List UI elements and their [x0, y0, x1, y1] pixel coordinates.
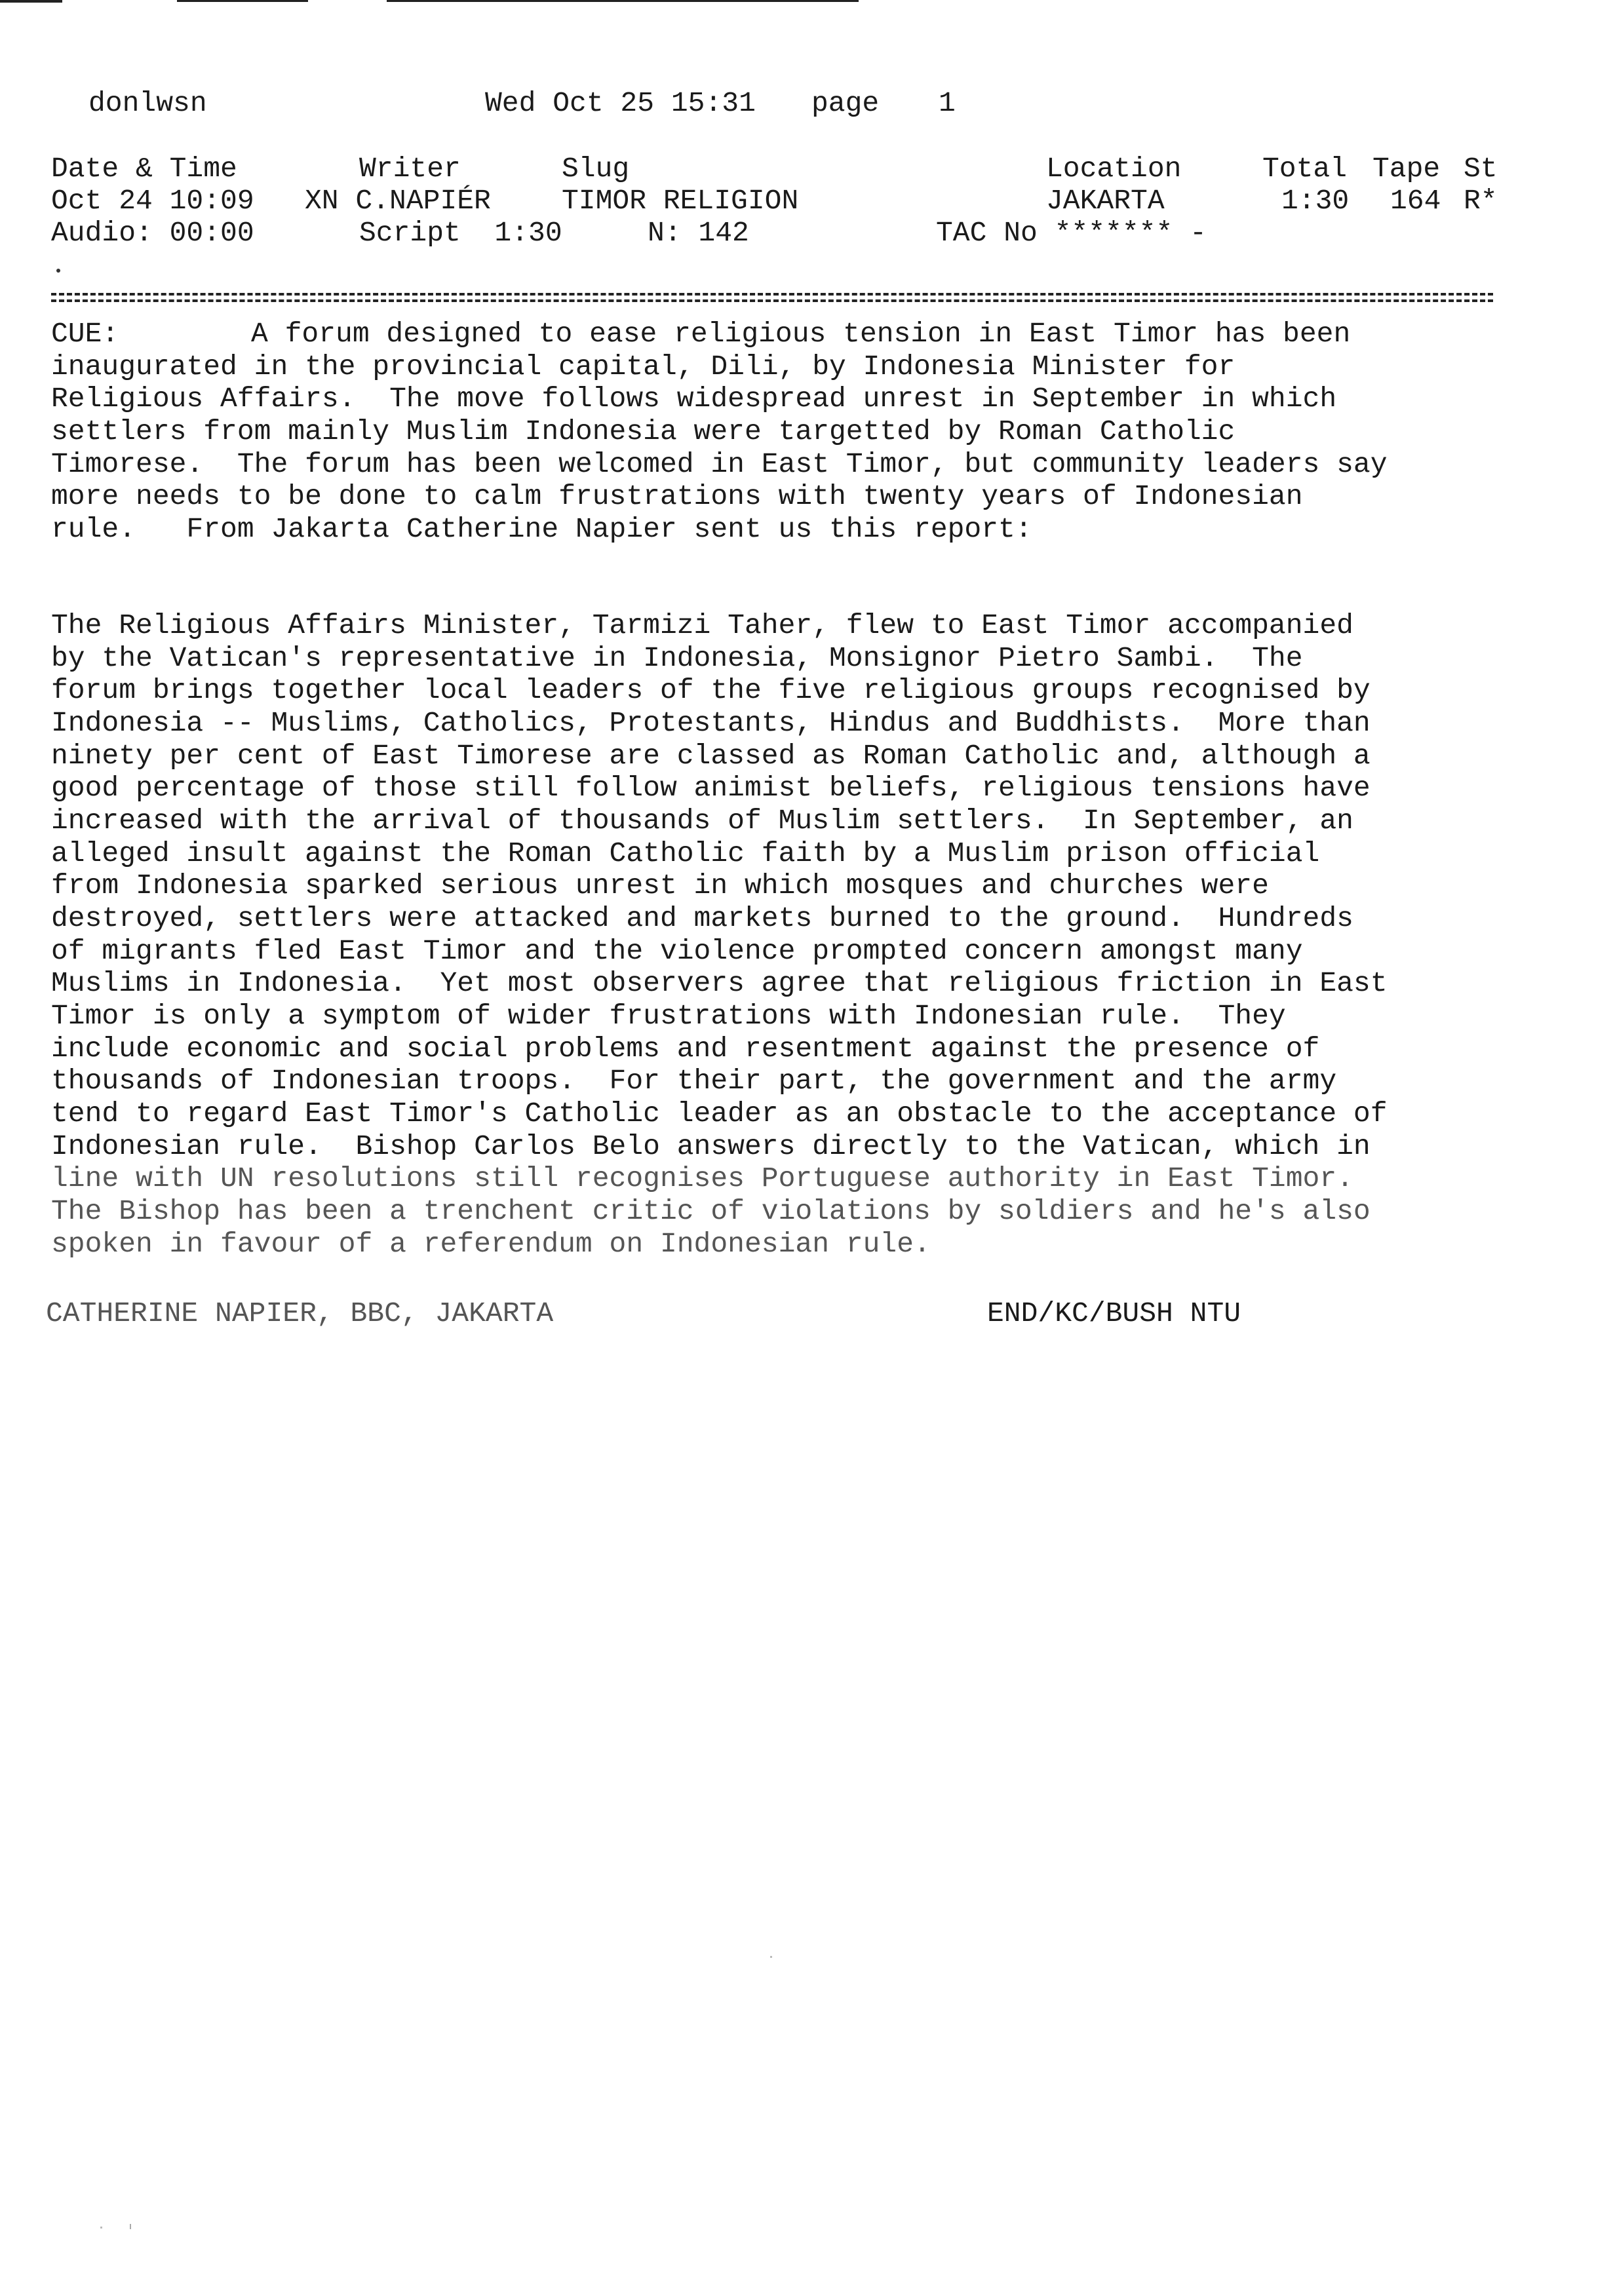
record-tape: 164: [1390, 185, 1441, 217]
col-location: Location: [1046, 153, 1182, 185]
body-line-11: of migrants fled East Timor and the violence prompted concern amongst many: [51, 935, 1303, 967]
body-line-13: Timor is only a symptom of wider frustrations with Indonesian rule. They: [51, 1000, 1286, 1032]
footer-byline: CATHERINE NAPIER, BBC, JAKARTA: [46, 1297, 554, 1330]
col-writer: Writer: [359, 153, 461, 185]
body-line-14: include economic and social problems and resentment against the presence of: [51, 1033, 1320, 1065]
body-line-7: increased with the arrival of thousands of Muslim settlers. In September, an: [51, 805, 1353, 837]
cue-line-2: inaugurated in the provincial capital, Dili, by Indonesia Minister for: [51, 351, 1236, 383]
body-line-12: Muslims in Indonesia. Yet most observers agree that religious friction in East: [51, 967, 1388, 999]
body-line-5: ninety per cent of East Timorese are classed as Roman Catholic and, although a: [51, 740, 1371, 772]
body-line-9: from Indonesia sparked serious unrest in which mosques and churches were: [51, 870, 1269, 902]
cue-line-5: Timorese. The forum has been welcomed in East Timor, but community leaders say: [51, 448, 1388, 480]
body-line-19: The Bishop has been a trenchent critic of violations by soldiers and he's also: [51, 1195, 1371, 1227]
scan-speck-2: [100, 2227, 102, 2229]
body-line-20: spoken in favour of a referendum on Indonesian rule.: [51, 1228, 931, 1260]
cue-line-3: Religious Affairs. The move follows widespread unrest in September in which: [51, 383, 1337, 415]
body-line-17: Indonesian rule. Bishop Carlos Belo answers directly to the Vatican, which in: [51, 1130, 1371, 1162]
record-writer: XN C.NAPIÉR: [305, 185, 491, 217]
body-line-15: thousands of Indonesian troops. For their part, the government and the army: [51, 1065, 1337, 1097]
col-total: Total: [1262, 153, 1348, 185]
record-tac: TAC No ******* -: [936, 217, 1207, 249]
col-date-time: Date & Time: [51, 153, 237, 185]
body-line-6: good percentage of those still follow animist beliefs, religious tensions have: [51, 772, 1371, 804]
body-line-1: The Religious Affairs Minister, Tarmizi Taher, flew to East Timor accompanied: [51, 609, 1353, 641]
record-audio: Audio: 00:00: [51, 217, 254, 249]
record-date-time: Oct 24 10:09: [51, 185, 254, 217]
scan-mark-left: [0, 0, 62, 3]
record-st: R*: [1464, 185, 1498, 217]
col-tape: Tape: [1372, 153, 1441, 185]
header-page-label: page: [811, 87, 880, 119]
footer-code: END/KC/BUSH NTU: [987, 1297, 1241, 1330]
col-st: St: [1464, 153, 1498, 185]
body-line-2: by the Vatican's representative in Indonesia, Monsignor Pietro Sambi. The: [51, 642, 1303, 674]
scan-speck-3: [130, 2224, 131, 2229]
record-slug: TIMOR RELIGION: [562, 185, 799, 217]
scan-mark-mid: [177, 0, 308, 2]
cue-line-7: rule. From Jakarta Catherine Napier sent us this report:: [51, 513, 1032, 545]
header-user: donlwsn: [88, 87, 207, 119]
record-n: N: 142: [648, 217, 749, 249]
cue-line-4: settlers from mainly Muslim Indonesia were targetted by Roman Catholic: [51, 415, 1236, 448]
cue-line-1: A forum designed to ease religious tension in East Timor has been: [251, 318, 1351, 350]
scan-mark-right: [387, 0, 859, 2]
header-page-number: 1: [939, 87, 956, 119]
record-total: 1:30: [1281, 185, 1350, 217]
stray-dot: [56, 269, 60, 273]
cue-line-6: more needs to be done to calm frustrations with twenty years of Indonesian: [51, 480, 1303, 512]
body-line-8: alleged insult against the Roman Catholic faith by a Muslim prison official: [51, 837, 1320, 870]
cue-label: CUE:: [51, 318, 119, 350]
header-separator-rule: [51, 292, 1493, 306]
record-script: Script 1:30: [359, 217, 562, 249]
body-line-3: forum brings together local leaders of the five religious groups recognised by: [51, 674, 1371, 706]
body-line-10: destroyed, settlers were attacked and markets burned to the ground. Hundreds: [51, 902, 1353, 934]
body-line-4: Indonesia -- Muslims, Catholics, Protestants, Hindus and Buddhists. More than: [51, 707, 1371, 739]
record-location: JAKARTA: [1046, 185, 1165, 217]
body-line-16: tend to regard East Timor's Catholic leader as an obstacle to the acceptance of: [51, 1098, 1388, 1130]
body-line-18: line with UN resolutions still recognises Portuguese authority in East Timor.: [51, 1162, 1353, 1195]
scan-speck-1: [770, 1956, 772, 1958]
col-slug: Slug: [562, 153, 630, 185]
header-timestamp: Wed Oct 25 15:31: [485, 87, 756, 119]
